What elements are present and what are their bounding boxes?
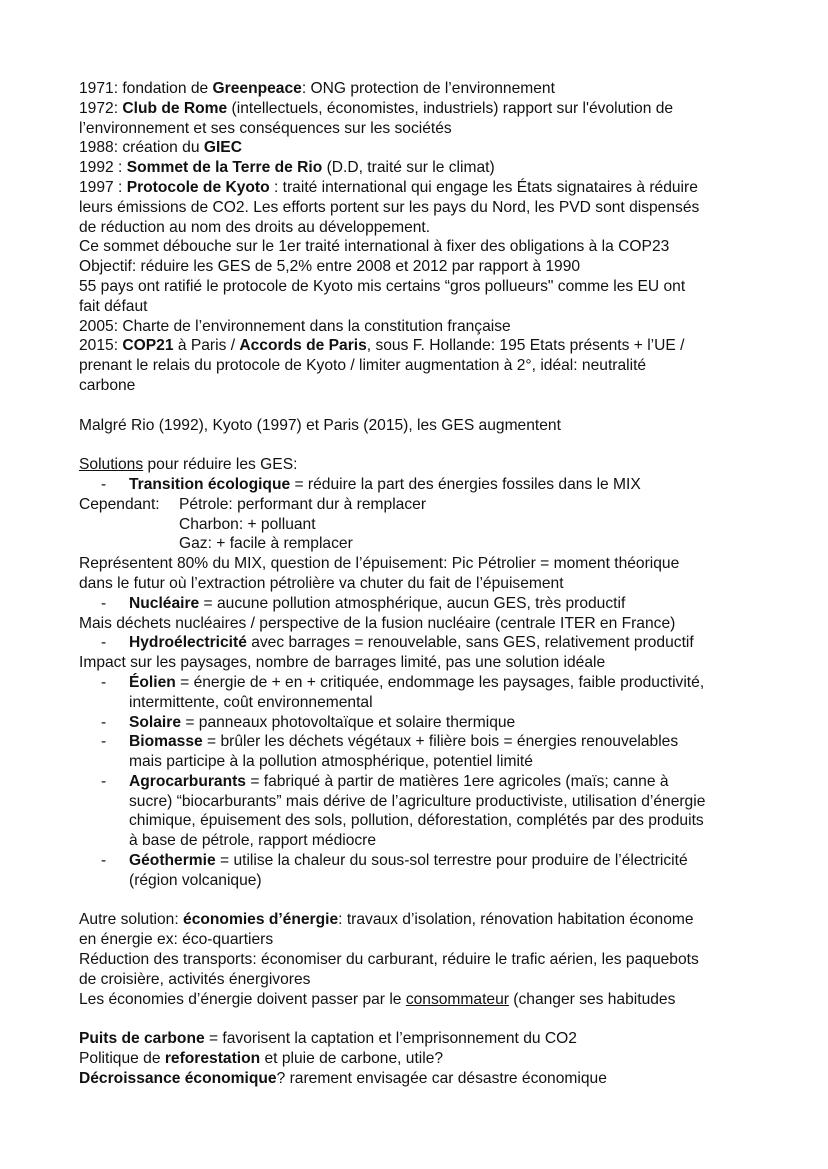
timeline-1997: 1997 : Protocole de Kyoto : traité international qui engage les États signataires à réduire — [79, 178, 698, 196]
spacer — [79, 891, 779, 911]
geo-cont: (région volcanique) — [129, 871, 262, 889]
document-page — [79, 79, 779, 1089]
hydro-note: Impact sur les paysages, nombre de barrages limité, pas une solution idéale — [79, 654, 606, 672]
represent-line-2: dans le futur où l’extraction pétrolière va chuter du fait de l’épuisement — [79, 574, 564, 592]
represent-line-1: Représentent 80% du MIX, question de l’épuisement: Pic Pétrolier = moment théorique — [79, 555, 680, 573]
timeline-2005: 2005: Charte de l’environnement dans la constitution française — [79, 317, 511, 335]
bullet-solaire: - Solaire = panneaux photovoltaïque et solaire thermique — [101, 713, 516, 731]
timeline-2015-cont-2: carbone — [79, 376, 136, 394]
timeline-1997-cont-2: de réduction au nom des droits au développement. — [79, 218, 431, 236]
timeline-ratification: 55 pays ont ratifié le protocole de Kyoto mis certains “gros pollueurs" comme les EU ont — [79, 277, 686, 295]
timeline-1997-cont-1: leurs émissions de CO2. Les efforts portent sur les pays du Nord, les PVD sont dispensés — [79, 198, 700, 216]
timeline-1972-cont: l’environnement et ses conséquences sur les sociétés — [79, 119, 452, 137]
bullet-hydro: - Hydroélectricité avec barrages = renouvelable, sans GES, relativement productif — [101, 634, 694, 652]
malgre-line: Malgré Rio (1992), Kyoto (1997) et Paris (2015), les GES augmentent — [79, 416, 561, 434]
bullet-nucleaire: - Nucléaire = aucune pollution atmosphérique, aucun GES, très productif — [101, 594, 626, 612]
decroissance: Décroissance économique? rarement envisagée car désastre économique — [79, 1069, 607, 1087]
cependant-gaz: Gaz: + facile à remplacer — [179, 535, 353, 553]
consommateur-line: Les économies d’énergie doivent passer par le consommateur (changer ses habitudes — [79, 990, 676, 1008]
bullet-biomasse: - Biomasse = brûler les déchets végétaux + filière bois = énergies renouvelables — [101, 733, 679, 751]
timeline-cop23: Ce sommet débouche sur le 1er traité international à fixer des obligations à la COP23 — [79, 238, 670, 256]
timeline-1971: 1971: fondation de Greenpeace: ONG protection de l’environnement — [79, 80, 555, 97]
biomasse-cont: mais participe à la pollution atmosphérique, potentiel limité — [129, 753, 533, 771]
timeline-2015: 2015: COP21 à Paris / Accords de Paris, sous F. Hollande: 195 Etats présents + l’UE / — [79, 337, 685, 355]
transport-line-2: de croisière, activités énergivores — [79, 970, 311, 988]
cependant-line: Cependant: Pétrole: performant dur à remplacer — [79, 495, 427, 513]
cependant-charbon: Charbon: + polluant — [179, 515, 316, 533]
bullet-transition: - Transition écologique = réduire la part des énergies fossiles dans le MIX — [101, 475, 641, 493]
timeline-1992: 1992 : Sommet de la Terre de Rio (D.D, traité sur le climat) — [79, 159, 495, 177]
timeline-ratification-cont: fait défaut — [79, 297, 148, 315]
agro-cont-2: chimique, épuisement des sols, pollution, déforestation, complétés par des produits — [129, 812, 704, 830]
spacer — [79, 1009, 779, 1029]
autre-solution-cont: en énergie ex: éco-quartiers — [79, 931, 274, 949]
bullet-eolien: - Éolien = énergie de + en + critiquée, endommage les paysages, faible productivité, — [101, 673, 705, 691]
spacer — [79, 396, 779, 416]
solutions-heading: Solutions pour réduire les GES: — [79, 456, 298, 474]
timeline-1972: 1972: Club de Rome (intellectuels, économistes, industriels) rapport sur l'évolution de — [79, 99, 674, 117]
agro-cont-1: sucre) “biocarburants” mais dérive de l’agriculture productiviste, utilisation d’énergie — [129, 792, 706, 810]
spacer — [79, 435, 779, 455]
timeline-objectif: Objectif: réduire les GES de 5,2% entre 2008 et 2012 par rapport à 1990 — [79, 258, 581, 276]
agro-cont-3: à base de pétrole, rapport médiocre — [129, 832, 377, 850]
nucleaire-note: Mais déchets nucléaires / perspective de la fusion nucléaire (centrale ITER en France) — [79, 614, 676, 632]
bullet-geothermie: - Géothermie = utilise la chaleur du sous-sol terrestre pour produire de l’électricité — [101, 852, 688, 870]
eolien-cont: intermittente, coût environnemental — [129, 693, 373, 711]
reforestation: Politique de reforestation et pluie de carbone, utile? — [79, 1050, 444, 1068]
transport-line-1: Réduction des transports: économiser du carburant, réduire le trafic aérien, les paquebots — [79, 951, 699, 969]
bullet-agrocarburants: - Agrocarburants = fabriqué à partir de matières 1ere agricoles (maïs; canne à — [101, 772, 669, 790]
timeline-2015-cont-1: prenant le relais du protocole de Kyoto / limiter augmentation à 2°, idéal: neutralité — [79, 357, 647, 375]
puits-carbone: Puits de carbone = favorisent la captation et l’emprisonnement du CO2 — [79, 1030, 577, 1048]
autre-solution: Autre solution: économies d’énergie: travaux d’isolation, rénovation habitation économe — [79, 911, 694, 929]
timeline-1988: 1988: création du GIEC — [79, 139, 242, 157]
